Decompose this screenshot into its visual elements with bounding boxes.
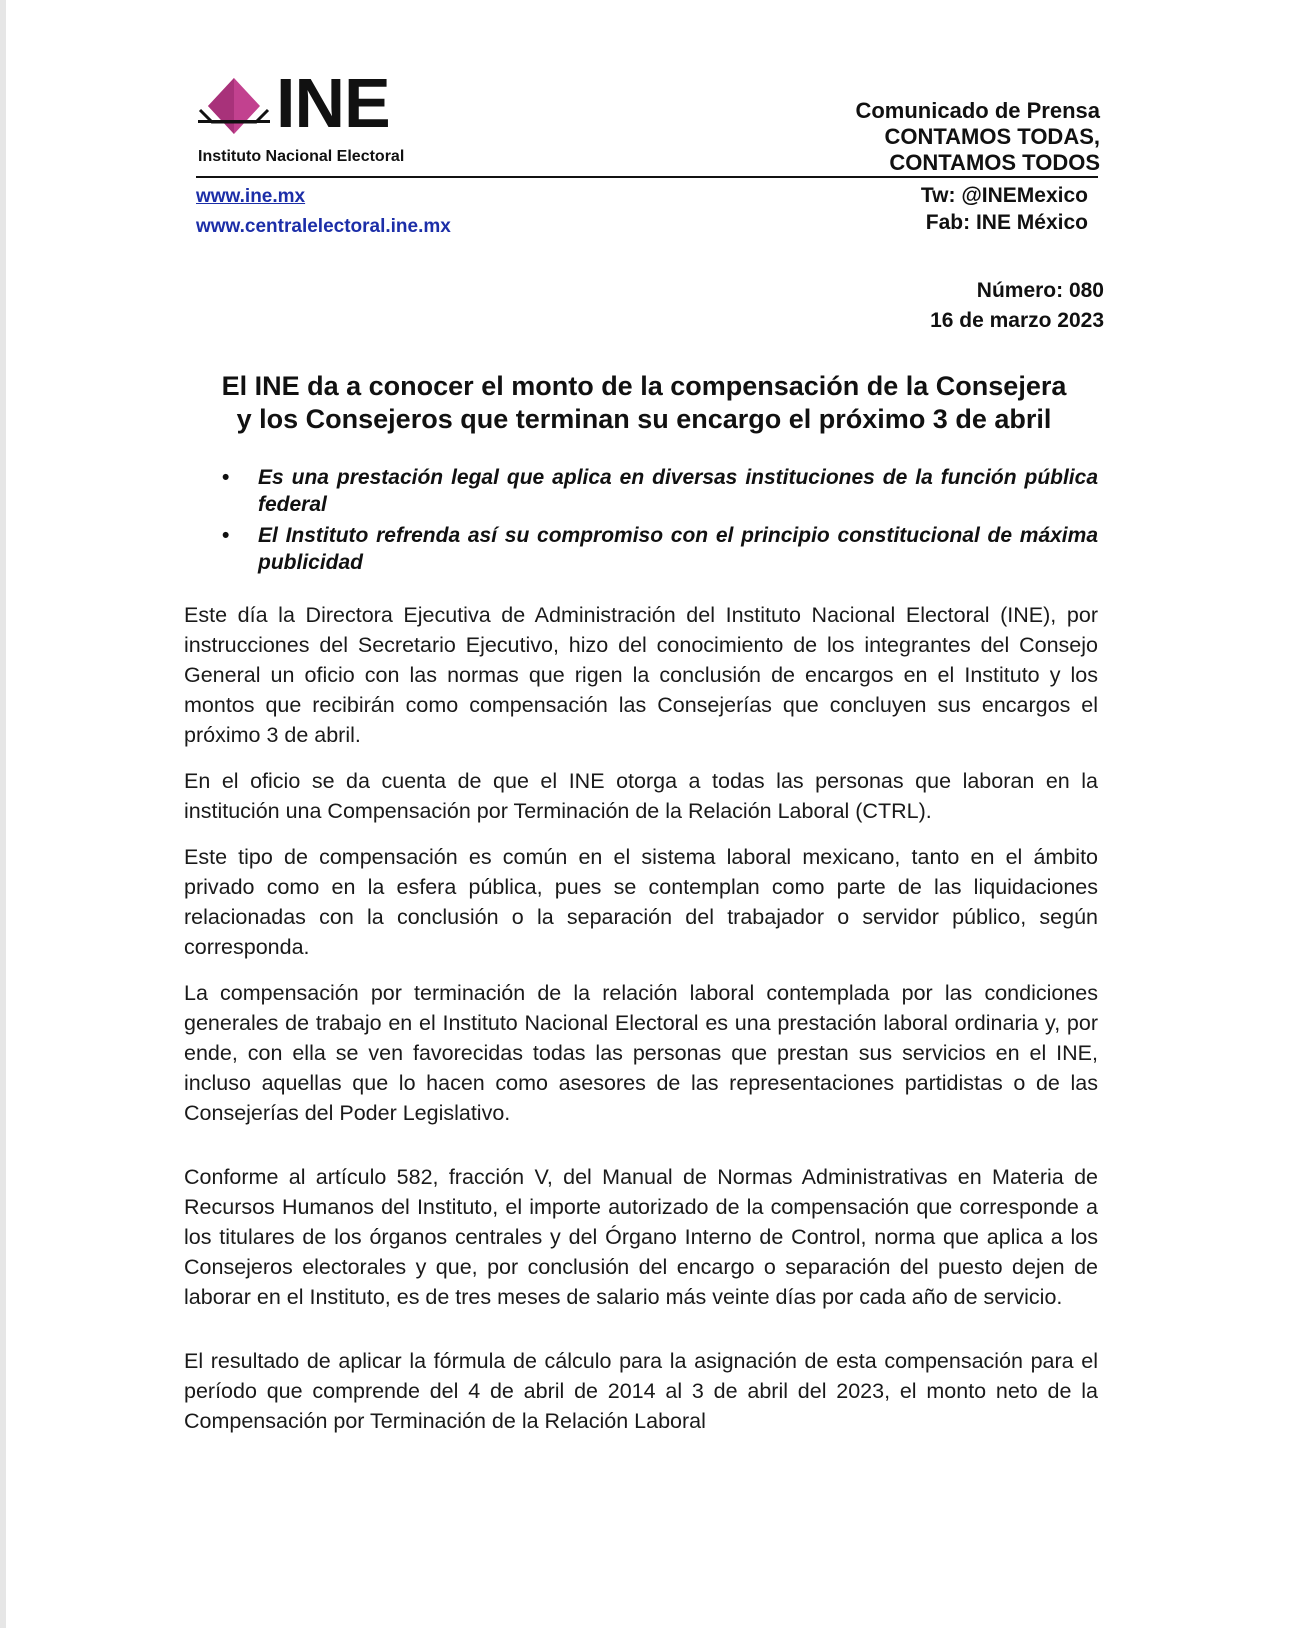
slogan-line-2: CONTAMOS TODOS <box>889 150 1100 175</box>
website-links <box>196 182 451 242</box>
body-paragraph: Este tipo de compensación es común en el sistema laboral mexicano, tanto en el ámbito privado como en la esfera pública, pues se contemplan como parte de las liquidaciones relacionadas con la conclusión o la separación del trabajador o servidor público, según corresponda. <box>184 845 1098 959</box>
headline-line-1: El INE da a conocer el monto de la compensación de la Consejera <box>221 371 1067 401</box>
release-number: Número: 080 <box>976 279 1104 302</box>
facebook-handle: Fab: INE México <box>925 211 1088 234</box>
release-meta <box>930 276 1104 336</box>
logo-wordmark: INE <box>276 64 390 142</box>
ballot-box-diamond-icon <box>198 76 274 142</box>
twitter-handle: Tw: @INEMexico <box>920 184 1088 207</box>
logo-subtitle: Instituto Nacional Electoral <box>198 148 405 165</box>
social-handles <box>921 182 1088 236</box>
article-body <box>184 600 1098 1452</box>
headline <box>184 370 1104 436</box>
release-date: 16 de marzo 2023 <box>930 309 1104 332</box>
body-paragraph: En el oficio se da cuenta de que el INE otorga a todas las personas que laboran en la institución una Compensación por Terminación de la Relación Laboral (CTRL). <box>184 769 1098 823</box>
slogan-line-1: CONTAMOS TODAS, <box>884 124 1100 149</box>
bullet-text: El Instituto refrenda así su compromiso con el principio constitucional de máxima publicidad <box>258 524 1098 574</box>
body-paragraph: Conforme al artículo 582, fracción V, del Manual de Normas Administrativas en Materia de Recursos Humanos del Instituto, el importe autorizado de la compensación que corresponde a los titulares de los órganos centrales y del Órgano Interno de Control, norma que aplica a los Consejeros electorales y que, por conclusión del encargo o separación del puesto dejen de laborar en el Instituto, es de tres meses de salario más veinte días por cada año de servicio. <box>184 1165 1098 1309</box>
bullet-dot-icon: • <box>222 524 230 547</box>
header-divider <box>196 176 1098 178</box>
bullet-dot-icon: • <box>222 466 230 489</box>
release-type: Comunicado de Prensa <box>855 98 1100 123</box>
bullet-text: Es una prestación legal que aplica en diversas instituciones de la función pública federal <box>258 466 1098 516</box>
press-release-header <box>855 98 1100 176</box>
body-paragraph: El resultado de aplicar la fórmula de cálculo para la asignación de esta compensación para el período que comprende del 4 de abril de 2014 al 3 de abril del 2023, el monto neto de la Compensación por Terminación de la Relación Laboral <box>184 1349 1098 1433</box>
link-central-electoral[interactable]: www.centralelectoral.ine.mx <box>196 216 451 237</box>
summary-bullet <box>222 522 1098 576</box>
page-edge <box>0 0 6 1628</box>
link-ine-mx[interactable]: www.ine.mx <box>196 186 306 207</box>
body-paragraph: Este día la Directora Ejecutiva de Administración del Instituto Nacional Electoral (INE), por instrucciones del Secretario Ejecutivo, hizo del conocimiento de los integrantes del Consejo General un oficio con las normas que rigen la conclusión de encargos en el Instituto y los montos que recibirán como compensación las Consejerías que concluyen sus encargos el próximo 3 de abril. <box>184 603 1098 747</box>
headline-line-2: y los Consejeros que terminan su encargo el próximo 3 de abril <box>236 404 1052 434</box>
ine-logo <box>198 64 428 168</box>
body-paragraph: La compensación por terminación de la relación laboral contemplada por las condiciones generales de trabajo en el Instituto Nacional Electoral es una prestación laboral ordinaria y, por ende, con ella se ven favorecidas todas las personas que prestan sus servicios en el INE, incluso aquellas que lo hacen como asesores de las representaciones partidistas o de las Consejerías del Poder Legislativo. <box>184 981 1098 1125</box>
summary-bullets <box>222 464 1098 580</box>
summary-bullet <box>222 464 1098 518</box>
